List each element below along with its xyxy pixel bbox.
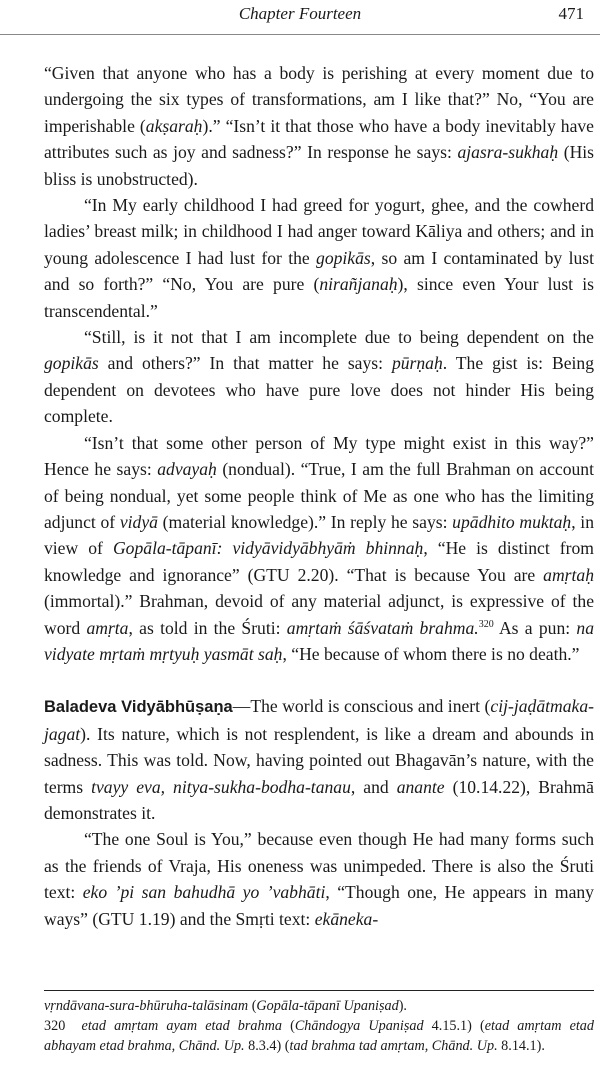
footnote-continued: vṛndāvana-sura-bhūruha-talāsinam (Gopāla-tāpanī Upaniṣad). xyxy=(44,998,407,1014)
footnotes xyxy=(44,996,594,1056)
paragraph-1: “Given that anyone who has a body is perishing at every moment due to undergoing the six types of transformations, am I like that?” No, “You are imperishable (akṣaraḥ).” “Isn’t it that those who have a body inevitably have attributes such as joy and sadness?” In response he says: ajasra-sukhaḥ (His bliss is unobstructed). xyxy=(44,63,595,189)
main-text xyxy=(44,60,594,932)
running-header xyxy=(0,0,600,30)
header-rule xyxy=(0,34,600,35)
paragraph-6: “The one Soul is You,” because even though He had many forms such as the friends of Vraja, His oneness was unimpeded. There is also the Śruti text: eko ’pi san bahudhā yo ’vabhāti, “Though one, He appears in many ways” (GTU 1.19) and the Smṛti text: ekāneka- xyxy=(44,829,594,929)
paragraph-4: “Isn’t that some other person of My type might exist in this way?” Hence he says: advayaḥ (nondual). “True, I am the full Brahman on account of being nondual, yet some people think of Me as one who has the limiting adjunct of vidyā (material knowledge).” In reply he says: upādhito muktaḥ, in view of Gopāla-tāpanī: vidyāvidyābhyāṁ bhinnaḥ, “He is distinct from knowledge and ignorance” (GTU 2.20). “That is because You are amṛtaḥ (immortal).” Brahman, devoid of any material adjunct, is expressive of the word amṛta, as told in the Śruti: amṛtaṁ śāśvataṁ brahma.$^{320}$ As a pun: na vidyate mṛtaṁ mṛtyuḥ yasmāt saḥ, “He because of whom there is no death.” xyxy=(44,432,595,664)
footnote-rule xyxy=(44,990,594,991)
paragraph-3: “Still, is it not that I am incomplete due to being dependent on the gopikās and others?” In that matter he says: pūrṇaḥ. The gist is: Being dependent on devotees who have pure love does not hinder His being complete. xyxy=(44,327,594,427)
chapter-title: Chapter Fourteen xyxy=(238,4,362,23)
commentary-baladeva: Baladeva Vidyābhūṣaṇa—The world is conscious and inert (cij-jaḍātmaka-jagat). Its nature, which is not resplendent, is like a dream and abounds in sadness. This was told. Now, having pointed out Bhagavān’s nature, with the terms tvayy eva, nitya-sukha-bodha-tanau, and anante (10.14.22), Brahmā demonstrates it. xyxy=(44,696,594,823)
page-number: 471 xyxy=(558,4,584,23)
footnote-320: 320 etad amṛtam ayam etad brahma (Chāndogya Upaniṣad 4.15.1) (etad amṛtam etad abhayam etad brahma, Chānd. Up. 8.3.4) (tad brahma tad amṛtam, Chānd. Up. 8.14.1). xyxy=(44,1018,594,1054)
paragraph-2: “In My early childhood I had greed for yogurt, ghee, and the cowherd ladies’ breast milk; in childhood I had anger toward Kāliya and others; and in young adolescence I had lust for the gopikās, so am I contaminated by lust and so forth?” “No, You are pure (nirañjanaḥ), since even Your lust is transcendental.” xyxy=(44,195,594,321)
